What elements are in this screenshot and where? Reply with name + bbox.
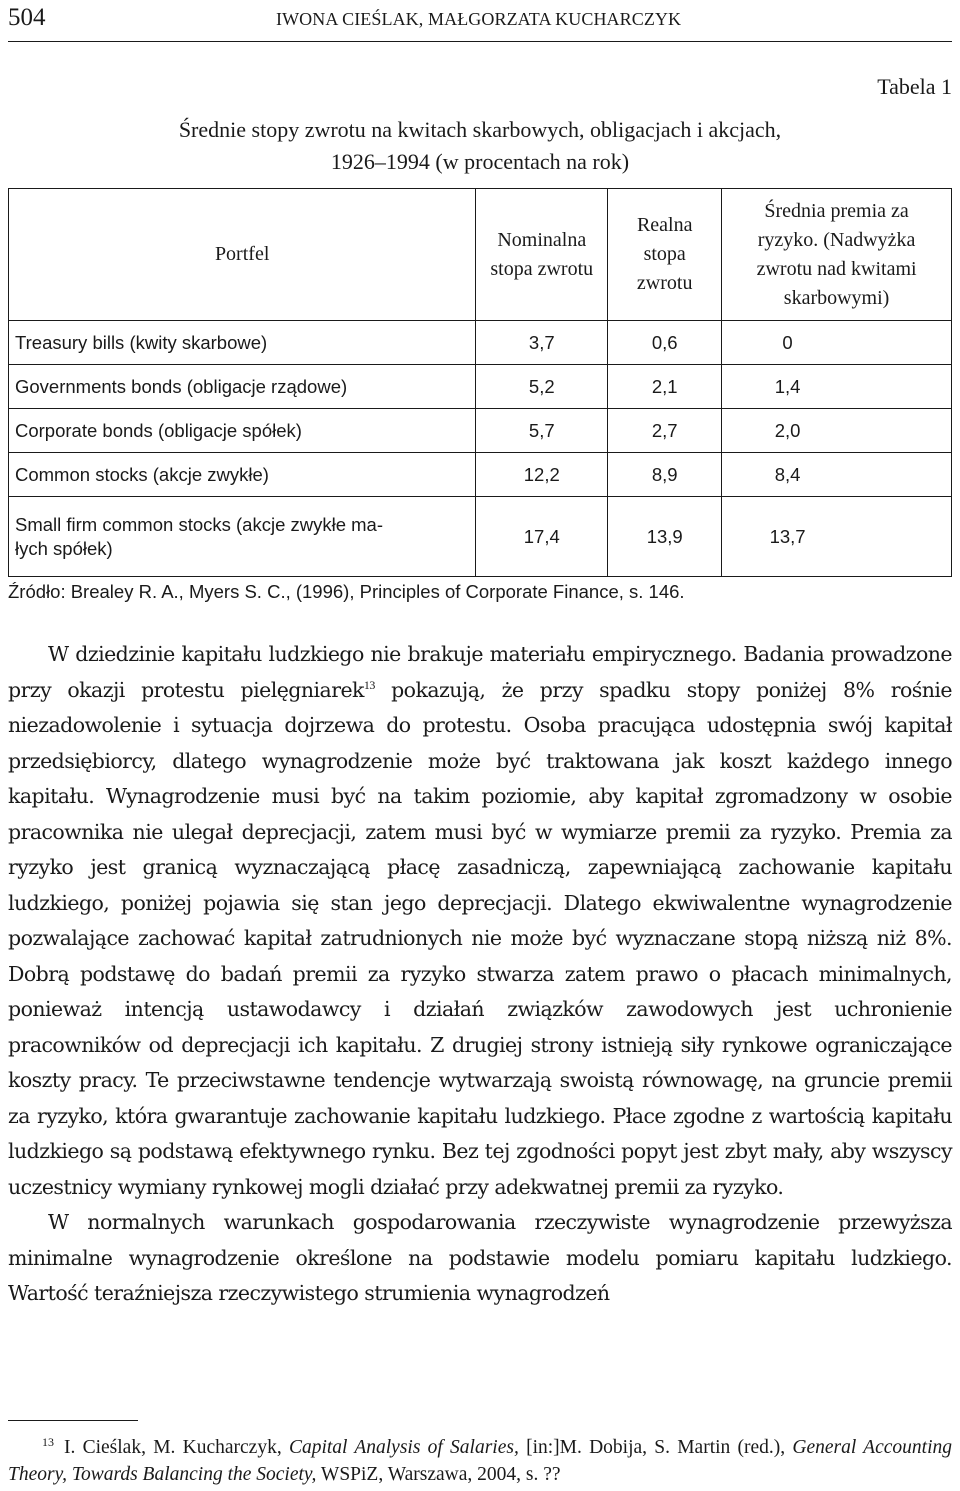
table-row (9, 321, 952, 365)
table-row (9, 409, 952, 453)
returns-table (8, 188, 952, 577)
header-real-return: Realna stopa zwrotu (608, 189, 722, 321)
header-portfel: Portfel (9, 189, 476, 321)
header-risk-premium: Średnia premia za ryzyko. (Nadwyżka zwrotu nad kwitami skarbowymi) (722, 189, 952, 321)
header-rule (8, 41, 952, 42)
table-header-row (9, 189, 952, 321)
table-row (9, 497, 952, 577)
running-head: IWONA CIEŚLAK, MAŁGORZATA KUCHARCZYK (276, 9, 682, 29)
header-nominal-return: Nominalna stopa zwrotu (476, 189, 608, 321)
portfolio-name: Small firm common stocks (akcje zwykłe ma- łych spółek) (9, 497, 476, 577)
portfolio-name: Treasury bills (kwity skarbowe) (9, 321, 476, 365)
page-header (8, 4, 952, 34)
page-number: 504 (8, 4, 46, 31)
paragraph: W normalnych warunkach gospodarowania rzeczywiste wynagrodzenie przewyższa minimalne wynagrodzenie określone na podstawie modelu pomiaru kapitału ludzkiego. Wartość teraźniejsza rzeczywistego strumienia wynagrodzeń (8, 1210, 952, 1305)
footnote-ref: 13 (363, 677, 375, 692)
premium-value: 13,7 (722, 497, 952, 577)
body-text (8, 637, 952, 1312)
portfolio-name: Common stocks (akcje zwykłe) (9, 453, 476, 497)
portfolio-name: Governments bonds (obligacje rządowe) (9, 365, 476, 409)
paragraph: W dziedzinie kapitału ludzkiego nie brakuje materiału empirycznego. Badania prowadzone przy okazji protestu pielęgniarek$^{13}$ pokazują, że przy spadku stopy poniżej 8% rośnie niezadowolenie i sytuacja dojrzewa do protestu. Osoba pracująca udostępnia swój kapitał przedsiębiorcy, dlatego wynagrodzenie może być traktowana jak koszt każdego innego kapitału. Wynagrodzenie musi być na takim poziomie, aby kapitał zgromadzony w osobie pracownika nie ulegał deprecjacji, zatem musi być w wymiarze premii za ryzyko. Premia za ryzyko jest granicą wyznaczającą płacę zasadniczą, zapewniającą zachowanie kapitału ludzkiego, poniżej pojawia się stan jego deprecjacji. Dlatego ekwiwalentne wynagrodzenie pozwalające zachować kapitał zatrudnionych nie może być wyznaczane stopą niższą niż 8%. Dobrą podstawę do badań premii za ryzyko stwarza zatem prawo o płacach minimalnych, ponieważ intencją ustawodawcy i działań związków zawodowych jest uchronienie pracowników od deprecjacji ich kapitału. Z drugiej strony istnieją siły rynkowe ograniczające koszty pracy. Te przeciwstawne tendencje wytwarzają swoistą równowagę, na gruncie premii za ryzyko, która gwarantuje zachowanie kapitału ludzkiego. Płace zgodne z wartością kapitału ludzkiego są podstawą efektywnego rynku. Bez tej zgodności popyt jest zbyt mały, aby wszyscy uczestnicy wymiany rynkowej mogli działać przy adekwatnej premii za ryzyko. (8, 642, 952, 1199)
footnote-number: 13 (42, 1435, 54, 1449)
real-value: 13,9 (608, 497, 722, 577)
table-row (9, 453, 952, 497)
table-title (100, 114, 860, 178)
premium-value: 0 (722, 321, 952, 365)
premium-value: 1,4 (722, 365, 952, 409)
nominal-value: 5,2 (476, 365, 608, 409)
table-label: Tabela 1 (877, 74, 952, 99)
real-value: 2,1 (608, 365, 722, 409)
real-value: 0,6 (608, 321, 722, 365)
premium-value: 2,0 (722, 409, 952, 453)
table-row (9, 365, 952, 409)
table-title-line-1: Średnie stopy zwrotu na kwitach skarbowych, obligacjach i akcjach, (178, 117, 782, 142)
footnote-rule (8, 1420, 138, 1421)
real-value: 8,9 (608, 453, 722, 497)
table-source: Źródło: Brealey R. A., Myers S. C., (1996), Principles of Corporate Finance, s. 146. (8, 581, 685, 602)
footnote: $^{13}$ I. Cieślak, M. Kucharczyk, Capital Analysis of Salaries, [in:]M. Dobija, S. Martin (red.), General Accounting Theory, Towards Balancing the Society, WSPiZ, Warszawa, 2004, s. ?? (8, 1435, 952, 1485)
nominal-value: 5,7 (476, 409, 608, 453)
portfolio-name: Corporate bonds (obligacje spółek) (9, 409, 476, 453)
real-value: 2,7 (608, 409, 722, 453)
table-title-line-2: 1926–1994 (w procentach na rok) (330, 149, 630, 174)
premium-value: 8,4 (722, 453, 952, 497)
nominal-value: 17,4 (476, 497, 608, 577)
nominal-value: 3,7 (476, 321, 608, 365)
nominal-value: 12,2 (476, 453, 608, 497)
